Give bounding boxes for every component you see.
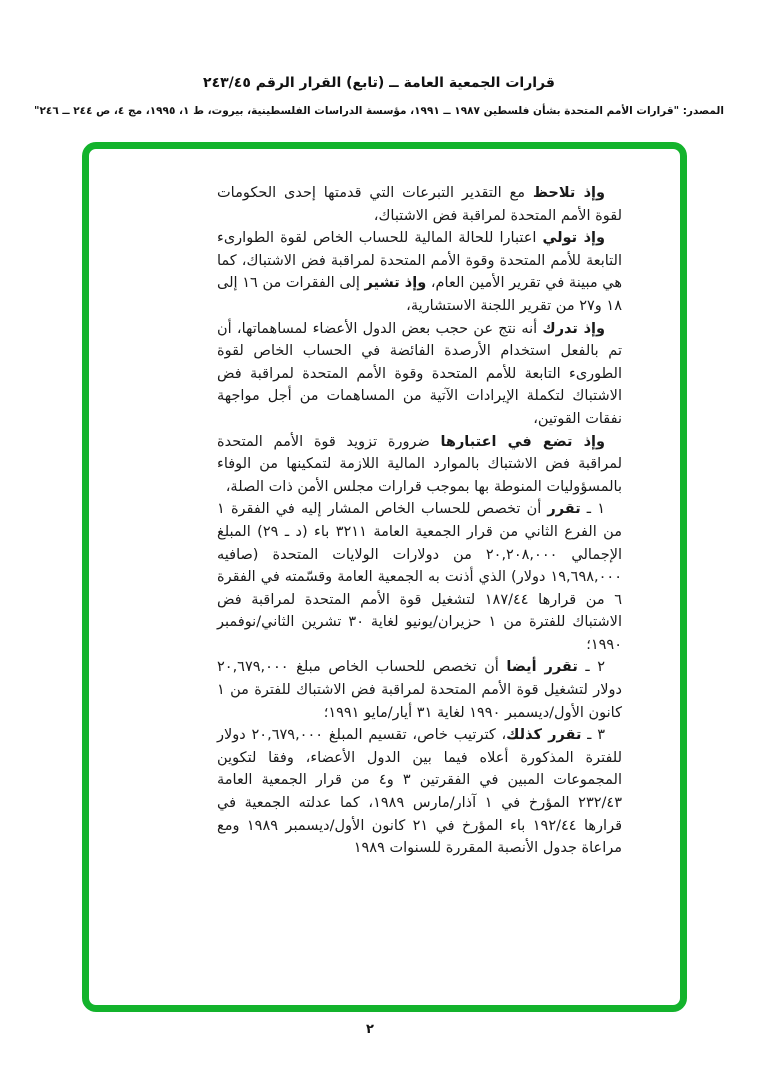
paragraph-text: أن تخصص للحساب الخاص مبلغ ٢٠,٦٧٩,٠٠٠ دولار لتشغيل قوة الأمم المتحدة لمراقبة فض الاشتباك للفترة من ١ كانون الأول/ديسمبر ١٩٩٠ لغاية ٣١ أيار/مايو ١٩٩١؛	[217, 659, 622, 721]
paragraph-text: ضرورة تزويد قوة الأمم المتحدة لمراقبة فض الاشتباك بالموارد المالية اللازمة لتمكينها من الوفاء بالمسؤوليات المنوطة بها بموجب قرارات مجلس الأمن ذات الصلة،	[217, 433, 622, 495]
paragraph-text: ٣ ـ	[581, 727, 605, 744]
paragraph-lead-bold: وإذ تضع في اعتبارها	[440, 433, 606, 450]
resolution-text	[217, 182, 622, 860]
paragraph-text: ، كترتيب خاص، تقسيم المبلغ ٢٠,٦٧٩,٠٠٠ دولار للفترة المذكورة أعلاه فيما بين الدول الأعضاء، وفقا لتكوين المجموعات المبين في الفقرتين ٣ و٤ من قرار الجمعية العامة ٢٣٢/٤٣ المؤرخ في ١ آذار/مارس ١٩٨٩، كما عدلته الجمعية في قرارها ١٩٢/٤٤ باء المؤرخ في ٢١ كانون الأول/ديسمبر ١٩٨٩ ومع مراعاة جدول الأنصبة المقررة للسنوات ١٩٨٩	[217, 727, 622, 857]
page-number: ٢	[366, 1022, 374, 1037]
paragraph	[217, 227, 622, 317]
paragraph-lead-bold: تقرر أيضا	[506, 659, 578, 676]
paragraph	[217, 431, 622, 499]
source-citation-line: المصدر: "قرارات الأمم المتحدة بشأن فلسطين ١٩٨٧ ــ ١٩٩١، مؤسسة الدراسات الفلسطينية، بيروت، ط ١، ١٩٩٥، مج ٤، ص ٢٤٤ ــ ٢٤٦"	[34, 105, 724, 117]
paragraph-lead-bold: وإذ تولي	[542, 230, 605, 247]
paragraph-lead-bold: وإذ تدرك	[542, 320, 605, 337]
paragraph-lead-bold: وإذ تلاحظ	[532, 185, 605, 201]
paragraph-text: ١ ـ	[580, 501, 605, 518]
paragraph	[217, 498, 622, 656]
paragraph-lead-bold: وإذ تشير	[364, 275, 427, 292]
paragraph-text: مع التقدير التبرعات التي قدمتها إحدى الحكومات لقوة الأمم المتحدة لمراقبة فض الاشتباك،	[217, 185, 622, 224]
paragraph-lead-bold: تقرر كذلك	[506, 727, 582, 744]
paragraph-lead-bold: تقرر	[547, 501, 581, 518]
paragraph-text: ٢ ـ	[577, 659, 606, 676]
paragraph	[217, 724, 622, 860]
paragraph	[217, 656, 622, 724]
paragraph-text: إلى الفقرات من ١٦ إلى ١٨ و٢٧ من تقرير اللجنة الاستشارية،	[217, 275, 622, 314]
paragraph	[217, 318, 622, 431]
paragraph-text: أن تخصص للحساب الخاص المشار إليه في الفقرة ١ من الفرع الثاني من قرار الجمعية العامة ٣٢١١ باء (د ـ ٢٩) المبلغ الإجمالي ٢٠,٢٠٨,٠٠٠ من دولارات الولايات المتحدة (صافيه ١٩,٦٩٨,٠٠٠ دولار) الذي أذنت به الجمعية العامة وقسّمته في الفقرة ٦ من قرارها ١٨٧/٤٤ لتشغيل قوة الأمم المتحدة لمراقبة فض الاشتباك للفترة من ١ حزيران/يونيو لغاية ٣٠ تشرين الثاني/نوفمبر ١٩٩٠؛	[217, 501, 622, 653]
paragraph-text: اعتبارا للحالة المالية للحساب الخاص لقوة الطوارىء التابعة للأمم المتحدة وقوة الأمم المتحدة لمراقبة فض الاشتباك، كما هي مبينة في تقرير الأمين العام،	[217, 230, 622, 292]
paragraph	[217, 182, 622, 227]
page-title: قرارات الجمعية العامة ــ (تابع) القرار الرقم ٢٤٣/٤٥	[203, 75, 555, 91]
paragraph-text: أنه نتج عن حجب بعض الدول الأعضاء لمساهماتها، أن تم بالفعل استخدام الأرصدة الفائضة في الحساب الخاص لقوة الطورىء التابعة للأمم المتحدة وقوة الأمم المتحدة لمراقبة فض الاشتباك لتكملة الإيرادات الآتية من المساهمات من أجل مواجهة نفقات القوتين،	[217, 320, 622, 427]
content-frame	[82, 142, 687, 1012]
